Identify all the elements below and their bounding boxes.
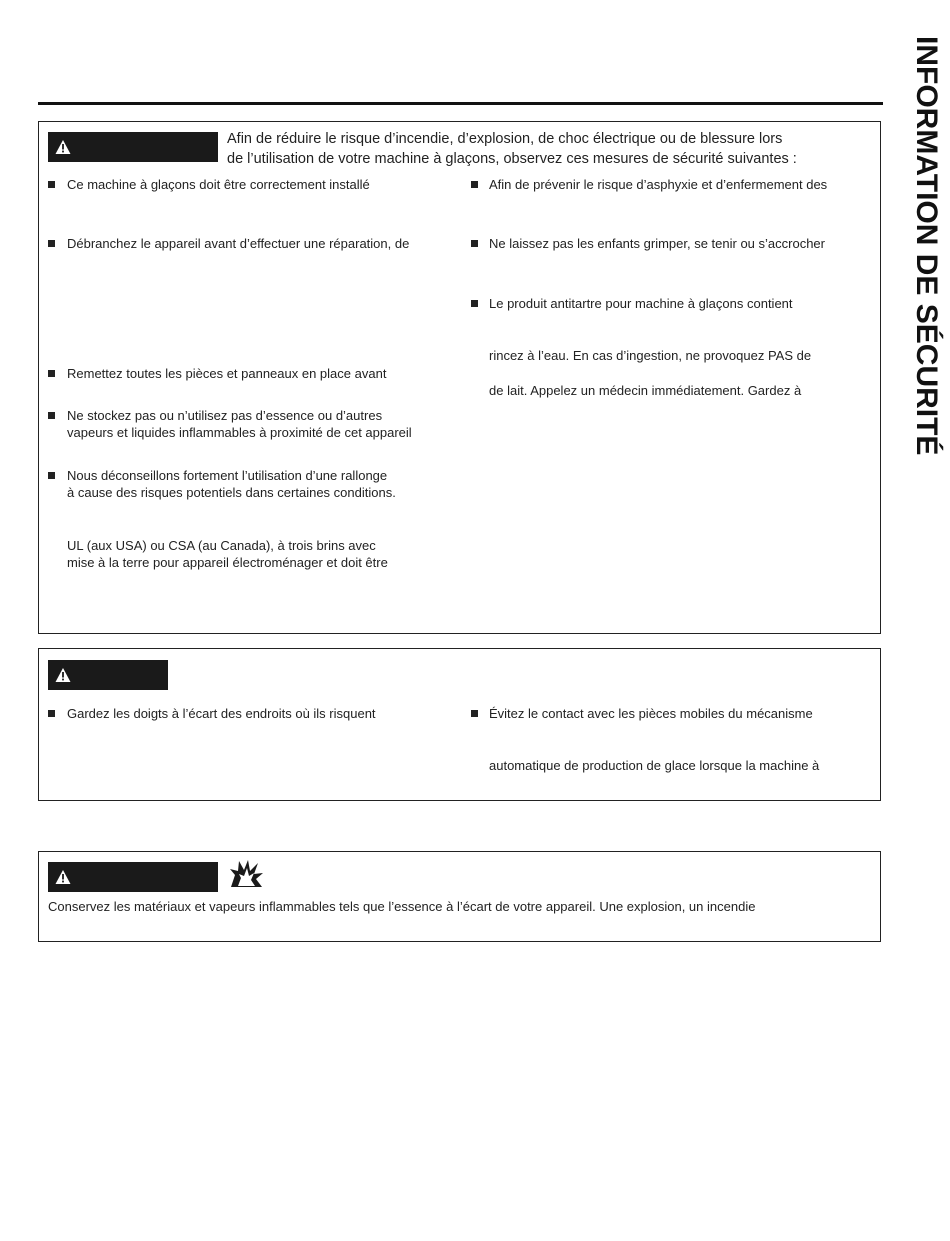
caution-label-bar [48, 660, 168, 690]
bullet [471, 710, 478, 717]
top-rule [38, 102, 883, 105]
warning-triangle-icon [55, 139, 71, 155]
safety-box-explosion [38, 851, 881, 942]
continuation-text: UL (aux USA) ou CSA (au Canada), à trois brins avec mise à la terre pour appareil électroménager et doit être [67, 538, 388, 570]
warning-triangle-icon [55, 869, 71, 885]
list-item: Débranchez le appareil avant d’effectuer une réparation, de [67, 236, 410, 251]
explosion-warning-text: Conservez les matériaux et vapeurs inflammables tels que l’essence à l’écart de votre appareil. Une explosion, un incendie [48, 899, 756, 914]
intro-line-2: de l’utilisation de votre machine à glaçons, observez ces mesures de sécurité suivantes : [227, 151, 797, 167]
list-item: Remettez toutes les pièces et panneaux en place avant [67, 366, 387, 381]
bullet [471, 240, 478, 247]
bullet [471, 181, 478, 188]
list-item: Nous déconseillons fortement l’utilisation d’une rallonge à cause des risques potentiels dans certaines conditions. [67, 468, 396, 500]
side-title-text: INFORMATION DE SÉCURITÉ [910, 36, 943, 456]
warning-triangle-icon [55, 667, 71, 683]
bullet [48, 240, 55, 247]
list-item: Évitez le contact avec les pièces mobiles du mécanisme [489, 706, 813, 721]
safety-box-main [38, 121, 881, 634]
bullet [471, 300, 478, 307]
side-title [903, 36, 943, 496]
bullet [48, 181, 55, 188]
list-item: Afin de prévenir le risque d’asphyxie et d’enfermement des [489, 177, 828, 192]
bullet [48, 472, 55, 479]
safety-box-fingers [38, 648, 881, 801]
intro-line-1: Afin de réduire le risque d’incendie, d’explosion, de choc électrique ou de blessure lors [227, 131, 783, 147]
continuation-text: de lait. Appelez un médecin immédiatement. Gardez à [489, 383, 802, 398]
explosion-icon [229, 859, 265, 889]
list-item: Ne stockez pas ou n’utilisez pas d’essence ou d’autres vapeurs et liquides inflammables à proximité de cet appareil [67, 408, 412, 440]
list-item: Ce machine à glaçons doit être correctement installé [67, 177, 370, 192]
warning-label-bar [48, 132, 218, 162]
list-item: Le produit antitartre pour machine à glaçons contient [489, 296, 793, 311]
bullet [48, 710, 55, 717]
bullet [48, 370, 55, 377]
continuation-text: rincez à l’eau. En cas d’ingestion, ne provoquez PAS de [489, 348, 812, 363]
list-item: Ne laissez pas les enfants grimper, se tenir ou s’accrocher [489, 236, 825, 251]
continuation-text: automatique de production de glace lorsque la machine à [489, 758, 820, 773]
list-item: Gardez les doigts à l’écart des endroits où ils risquent [67, 706, 376, 721]
bullet [48, 412, 55, 419]
warning-label-bar [48, 862, 218, 892]
